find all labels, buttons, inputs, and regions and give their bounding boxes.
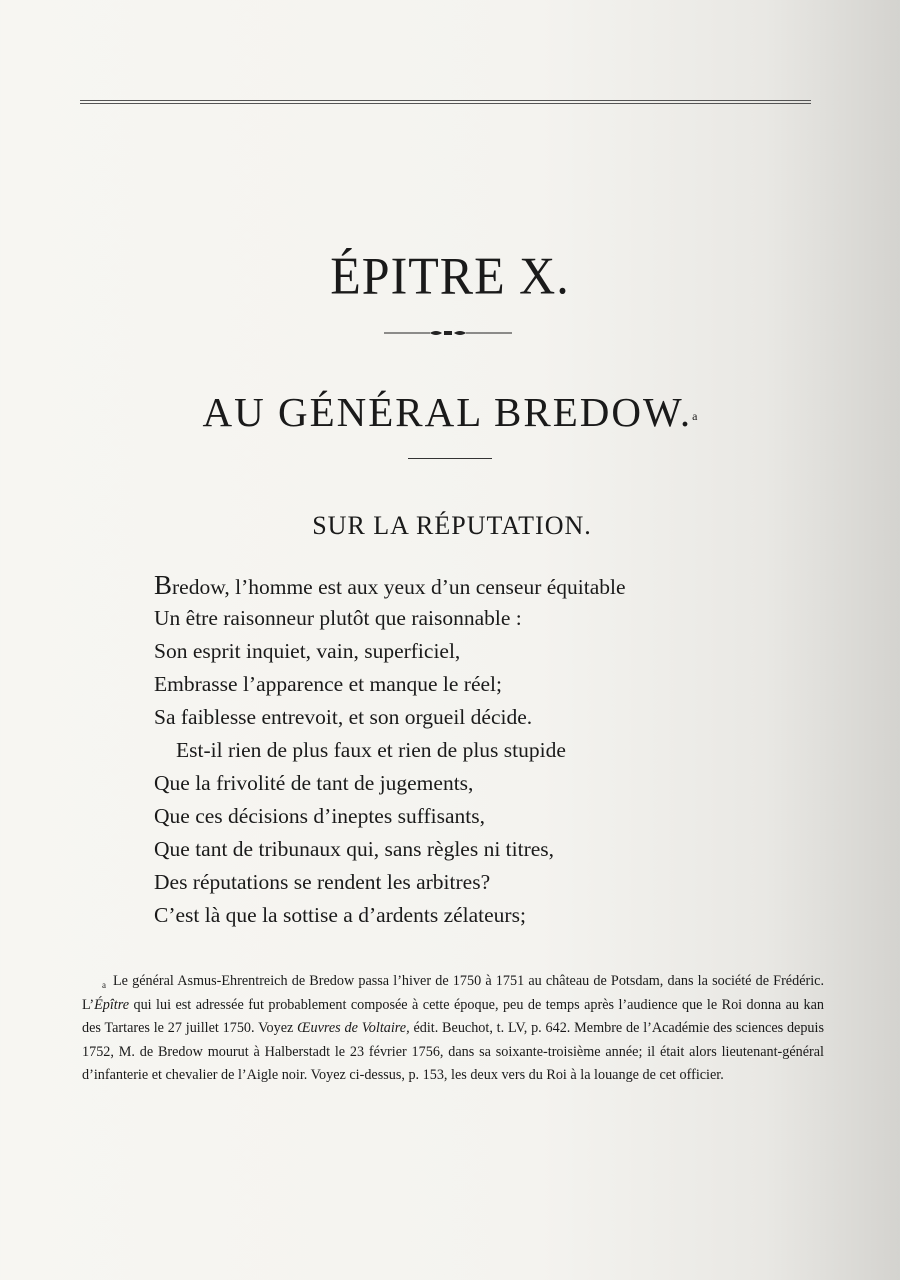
verse-line-text: redow, l’homme est aux yeux d’un censeur équitable <box>172 575 626 599</box>
verse-line: Que ces décisions d’ineptes suffisants, <box>154 804 485 828</box>
verse-line: Est-il rien de plus faux et rien de plus stupide <box>176 738 566 762</box>
fleuron-rule-icon <box>384 328 512 338</box>
addressee-text: AU GÉNÉRAL BREDOW. <box>202 389 693 435</box>
top-double-rule <box>80 100 811 104</box>
verse-line: Embrasse l’apparence et manque le réel; <box>154 672 502 696</box>
poem-subtitle: SUR LA RÉPUTATION. <box>312 511 592 540</box>
section-divider <box>408 458 492 459</box>
verse-line: Son esprit inquiet, vain, superficiel, <box>154 639 461 663</box>
footnote-reference-mark[interactable]: a <box>692 409 698 423</box>
footnote-text: édit. Beuchot, t. LV, p. 642. Membre de l’Académie des sciences depuis 1752, M. de Bredow mourut à Halberstadt le 23 février 1756, dans sa soixante-troisième année; il était alors lieutenant-général d’infanterie et chevalier de l’Aigle noir. Voyez ci-dessus, p. 153, les deux vers du Roi à la louange de cet officier. <box>82 1020 824 1083</box>
footnote-text: qui lui est adressée fut probablement composée à cette époque, peu de temps après l’audience que le Roi donna au kan des Tartares le 27 juillet 1750. Voyez <box>82 996 824 1036</box>
footnote-italic-text: Œuvres de Voltaire, <box>297 1020 410 1036</box>
footnote-italic-text: Épître <box>94 996 130 1013</box>
footnote-text: Le général Asmus-Ehrentreich de Bredow passa l’hiver de 1750 à 1751 au château de Potsdam, dans la société de Frédéric. L’ <box>82 973 824 1013</box>
initial-letter: B <box>154 570 173 600</box>
footnote-mark: a <box>102 980 106 990</box>
page-title: ÉPITRE X. <box>330 246 570 305</box>
verse-line <box>154 569 794 602</box>
verse-line: C’est là que la sottise a d’ardents zélateurs; <box>154 903 526 927</box>
verse-line: Que la frivolité de tant de jugements, <box>154 771 474 795</box>
footnote <box>82 970 824 1088</box>
verse-line: Des réputations se rendent les arbitres? <box>154 870 491 894</box>
verse-line: Que tant de tribunaux qui, sans règles ni titres, <box>154 837 555 861</box>
verse-line: Un être raisonneur plutôt que raisonnable : <box>154 606 522 630</box>
poem-verse-list <box>154 569 794 932</box>
addressee-heading <box>0 386 900 438</box>
verse-line: Sa faiblesse entrevoit, et son orgueil décide. <box>154 705 533 729</box>
